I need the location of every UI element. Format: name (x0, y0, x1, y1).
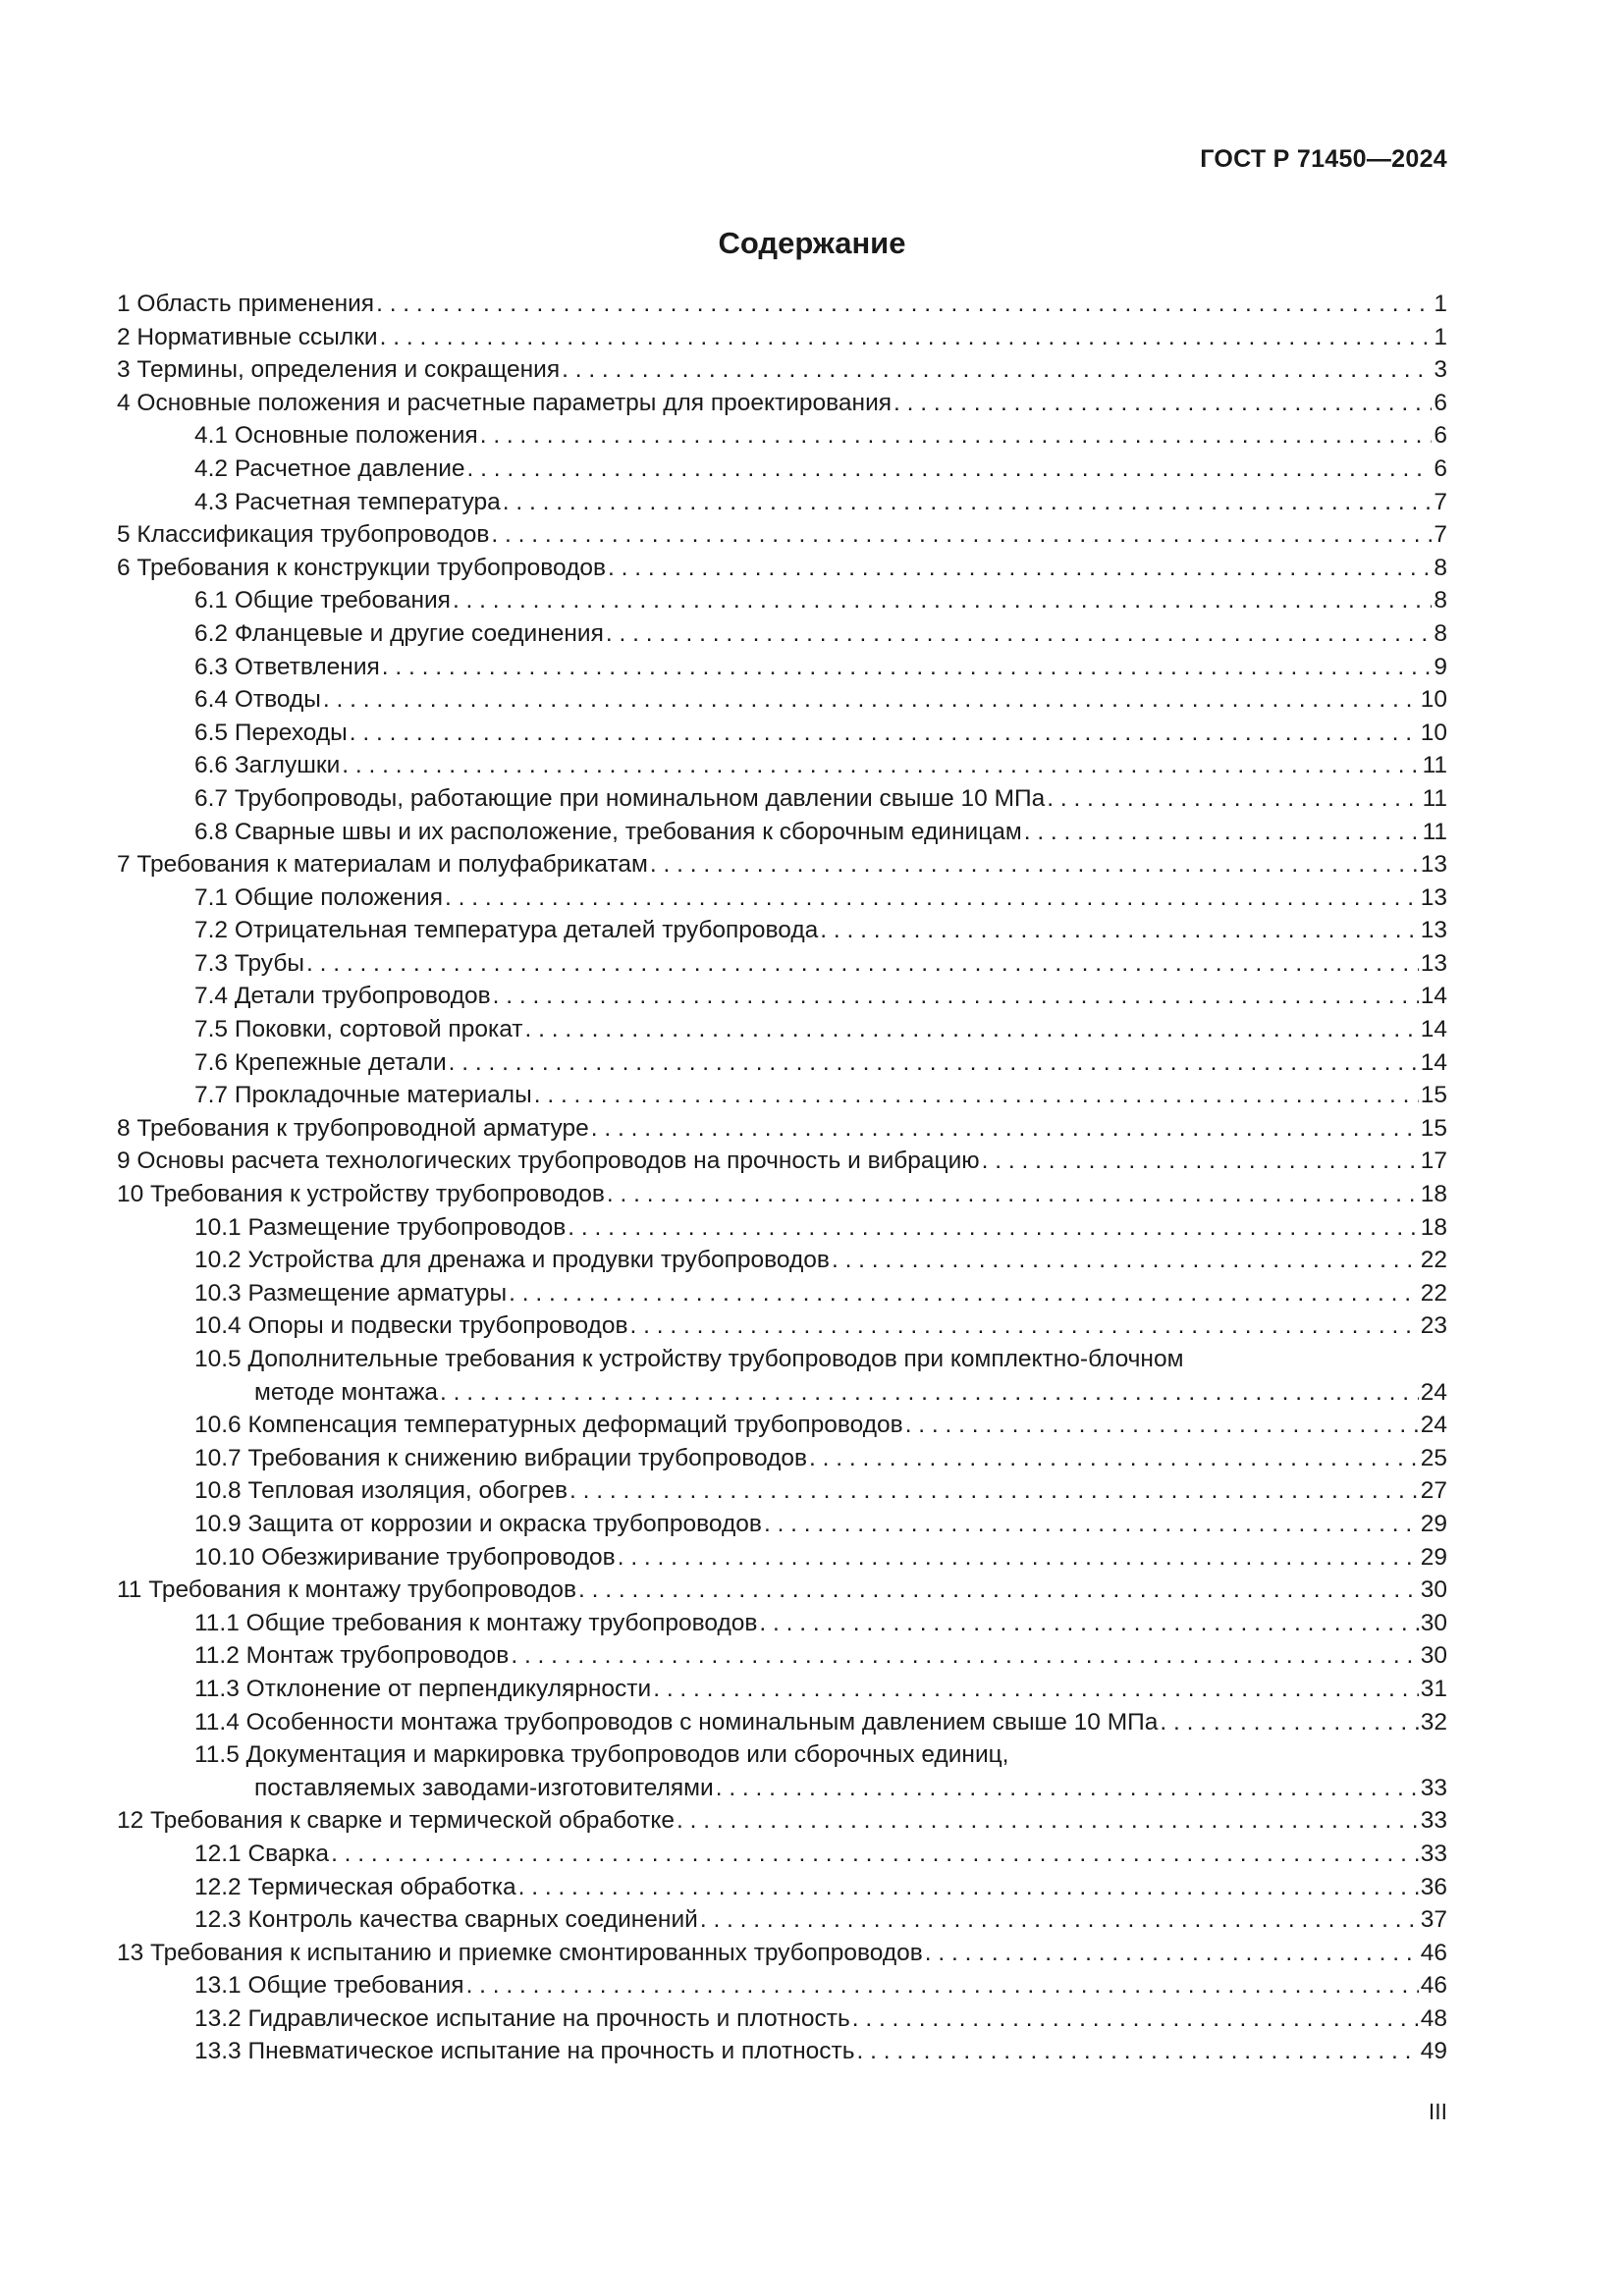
toc-entry[interactable] (117, 1145, 1447, 1178)
toc-entry-page: 13 (1420, 883, 1447, 911)
toc-entry[interactable] (117, 881, 1447, 915)
toc-entry[interactable] (117, 1409, 1447, 1442)
toc-entry[interactable] (117, 419, 1447, 453)
toc-entry-label: 13.2 Гидравлическое испытание на прочность и плотность (194, 2004, 850, 2032)
toc-entry[interactable] (117, 683, 1447, 717)
toc-entry[interactable] (117, 782, 1447, 816)
toc-entry[interactable] (117, 1838, 1447, 1871)
dot-leader (650, 848, 1419, 881)
toc-entry-label: 10 Требования к устройству трубопроводов (117, 1181, 605, 1208)
toc-entry[interactable] (117, 651, 1447, 684)
toc-entry-label: 4.3 Расчетная температура (194, 488, 501, 515)
toc-entry[interactable] (117, 717, 1447, 750)
dot-leader (653, 1673, 1419, 1706)
dot-leader (449, 1046, 1419, 1080)
toc-entry-label: 10.10 Обезжиривание трубопроводов (194, 1543, 616, 1571)
toc-entry[interactable] (117, 848, 1447, 881)
dot-leader (534, 1079, 1419, 1112)
toc-entry-label: 10.6 Компенсация температурных деформаций трубопроводов (194, 1412, 903, 1439)
toc-entry-page: 25 (1420, 1444, 1447, 1471)
toc-entry[interactable] (117, 816, 1447, 849)
toc-entry-label: 10.5 Дополнительные требования к устройству трубопроводов при комплектно-блочном (194, 1346, 1184, 1372)
toc-entry[interactable] (117, 980, 1447, 1013)
toc-entry-page: 13 (1420, 851, 1447, 879)
toc-entry-page: 24 (1420, 1412, 1447, 1439)
toc-entry-label: 6.2 Фланцевые и другие соединения (194, 619, 604, 647)
toc-entry-label: 10.1 Размещение трубопроводов (194, 1213, 567, 1241)
toc-entry[interactable] (117, 617, 1447, 651)
toc-entry[interactable] (117, 914, 1447, 947)
toc-entry[interactable] (117, 387, 1447, 420)
toc-entry-label: 11.3 Отклонение от перпендикулярности (194, 1675, 652, 1702)
dot-leader (893, 387, 1432, 420)
toc-entry-page: 30 (1420, 1576, 1447, 1604)
toc-entry-label: 7.5 Поковки, сортовой прокат (194, 1016, 523, 1043)
toc-entry-page: 11 (1422, 752, 1447, 779)
toc-entry-page: 30 (1420, 1642, 1447, 1670)
dot-leader (578, 1574, 1419, 1607)
toc-entry-page: 32 (1420, 1708, 1447, 1735)
toc-entry-label: поставляемых заводами-изготовителями (254, 1774, 714, 1801)
toc-entry[interactable] (117, 1738, 1447, 1772)
toc-entry[interactable] (117, 1508, 1447, 1541)
dot-leader (382, 651, 1433, 684)
toc-entry-page: 8 (1434, 587, 1447, 614)
toc-entry-label: 10.9 Защита от коррозии и окраска трубопроводов (194, 1510, 762, 1537)
toc-entry-page: 23 (1420, 1312, 1447, 1340)
dot-leader (591, 1112, 1419, 1146)
toc-entry-page: 1 (1434, 323, 1447, 350)
toc-entry-label: 11.5 Документация и маркировка трубопроводов или сборочных единиц, (194, 1741, 1009, 1769)
toc-entry-page: 6 (1434, 422, 1447, 450)
toc-entry-label: 4.1 Основные положения (194, 422, 478, 450)
toc-entry[interactable] (117, 288, 1447, 321)
dot-leader (982, 1145, 1419, 1178)
toc-entry[interactable] (117, 486, 1447, 519)
toc-entry-page: 31 (1420, 1675, 1447, 1702)
toc-entry-page: 29 (1420, 1543, 1447, 1571)
toc-entry[interactable] (117, 1079, 1447, 1112)
toc-entry-label: 7.2 Отрицательная температура деталей трубопровода (194, 917, 819, 944)
dot-leader (857, 2035, 1419, 2068)
dot-leader (1024, 816, 1421, 849)
toc-entry[interactable] (117, 1343, 1447, 1376)
toc-entry[interactable] (117, 1244, 1447, 1277)
dot-leader (350, 717, 1419, 750)
toc-entry[interactable] (117, 1937, 1447, 1970)
dot-leader (925, 1937, 1419, 1970)
toc-entry-page: 10 (1420, 686, 1447, 714)
toc-entry[interactable] (117, 2035, 1447, 2068)
toc-entry[interactable] (117, 453, 1447, 486)
toc-entry[interactable] (117, 749, 1447, 782)
toc-entry-label: 6 Требования к конструкции трубопроводов (117, 554, 607, 581)
toc-entry-label: 7 Требования к материалам и полуфабрикатам (117, 851, 648, 879)
toc-entry-label: 11 Требования к монтажу трубопроводов (117, 1576, 576, 1604)
toc-entry-page: 22 (1420, 1247, 1447, 1274)
toc-entry-label: 6.3 Ответвления (194, 653, 380, 680)
toc-entry-page: 14 (1420, 1016, 1447, 1043)
page-number: III (1428, 2099, 1447, 2124)
document-code: ГОСТ Р 71450—2024 (1200, 145, 1447, 173)
toc-entry-label: 12.2 Термическая обработка (194, 1873, 516, 1900)
toc-entry-label: 3 Термины, определения и сокращения (117, 356, 561, 384)
toc-entry[interactable] (117, 518, 1447, 552)
dot-leader (503, 486, 1433, 519)
toc-entry[interactable] (117, 1211, 1447, 1245)
dot-leader (608, 552, 1432, 585)
toc-entry-label: 11.1 Общие требования к монтажу трубопроводов (194, 1609, 758, 1636)
toc-entry-label: 10.4 Опоры и подвески трубопроводов (194, 1312, 628, 1340)
toc-entry-label: 7.7 Прокладочные материалы (194, 1082, 532, 1109)
toc-entry[interactable] (117, 1903, 1447, 1937)
toc-entry-page: 18 (1420, 1213, 1447, 1241)
toc-entry[interactable] (117, 947, 1447, 981)
dot-leader (716, 1772, 1419, 1805)
toc-entry-continuation[interactable] (117, 1772, 1447, 1805)
toc-entry-page: 6 (1434, 389, 1447, 416)
toc-entry-page: 11 (1422, 784, 1447, 812)
toc-entry-page: 15 (1420, 1082, 1447, 1109)
toc-entry-page: 14 (1420, 983, 1447, 1010)
dot-leader (630, 1309, 1419, 1343)
dot-leader (905, 1409, 1419, 1442)
dot-leader (491, 518, 1432, 552)
dot-leader (1160, 1706, 1418, 1739)
toc-entry-page: 27 (1420, 1477, 1447, 1505)
dot-leader (852, 2002, 1419, 2036)
toc-entry-page: 33 (1420, 1807, 1447, 1835)
dot-leader (677, 1804, 1419, 1838)
toc-entry-label: 13.3 Пневматическое испытание на прочность и плотность (194, 2038, 855, 2065)
toc-entry[interactable] (117, 1574, 1447, 1607)
dot-leader (618, 1541, 1419, 1575)
dot-leader (1047, 782, 1420, 816)
toc-entry-page: 13 (1420, 917, 1447, 944)
dot-leader (607, 1178, 1419, 1211)
toc-entry-label: 7.1 Общие положения (194, 883, 444, 911)
toc-entry-page: 46 (1420, 1939, 1447, 1966)
dot-leader (700, 1903, 1419, 1937)
dot-leader (467, 453, 1433, 486)
toc-entry-page: 22 (1420, 1279, 1447, 1307)
toc-entry-label: 7.3 Трубы (194, 949, 304, 977)
toc-entry[interactable] (117, 1309, 1447, 1343)
toc-entry-label: 12 Требования к сварке и термической обработке (117, 1807, 675, 1835)
dot-leader (809, 1442, 1419, 1475)
toc-entry[interactable] (117, 552, 1447, 585)
dot-leader (832, 1244, 1419, 1277)
toc-entry-page: 18 (1420, 1181, 1447, 1208)
toc-entry-label: 4.2 Расчетное давление (194, 454, 465, 482)
page-title: Содержание (718, 226, 906, 260)
toc-entry-page: 36 (1420, 1873, 1447, 1900)
toc-entry-label: 10.7 Требования к снижению вибрации трубопроводов (194, 1444, 808, 1471)
toc-entry[interactable] (117, 1673, 1447, 1706)
toc-entry-label: 2 Нормативные ссылки (117, 323, 378, 350)
toc-entry[interactable] (117, 1046, 1447, 1080)
dot-leader (568, 1211, 1418, 1245)
dot-leader (764, 1508, 1419, 1541)
toc-entry-label: 1 Область применения (117, 291, 375, 317)
toc-entry-label: 6.1 Общие требования (194, 587, 451, 614)
toc-entry-page: 7 (1434, 521, 1447, 549)
toc-entry[interactable] (117, 1607, 1447, 1640)
dot-leader (525, 1013, 1419, 1046)
dot-leader (445, 881, 1419, 915)
toc-entry[interactable] (117, 1541, 1447, 1575)
toc-entry-page: 46 (1420, 1972, 1447, 2000)
toc-entry-label: 10.2 Устройства для дренажа и продувки трубопроводов (194, 1247, 830, 1274)
toc-entry-label: 6.4 Отводы (194, 686, 321, 714)
toc-entry-page: 37 (1420, 1906, 1447, 1934)
toc-entry-page: 1 (1434, 291, 1447, 317)
toc-entry-page: 15 (1420, 1114, 1447, 1142)
toc-entry-page: 11 (1422, 818, 1447, 845)
dot-leader (509, 1277, 1419, 1310)
toc-entry-page: 17 (1420, 1148, 1447, 1175)
toc-entry[interactable] (117, 1706, 1447, 1739)
toc-entry[interactable] (117, 1112, 1447, 1146)
dot-leader (306, 947, 1419, 981)
toc-entry-label: методе монтажа (254, 1378, 439, 1406)
toc-entry-page: 3 (1434, 356, 1447, 384)
toc-entry[interactable] (117, 1969, 1447, 2002)
toc-entry[interactable] (117, 1474, 1447, 1508)
toc-entry-page: 8 (1434, 619, 1447, 647)
dot-leader (480, 419, 1433, 453)
toc-entry-label: 13 Требования к испытанию и приемке смонтированных трубопроводов (117, 1939, 923, 1966)
toc-entry[interactable] (117, 1442, 1447, 1475)
dot-leader (466, 1969, 1419, 2002)
dot-leader (511, 1639, 1418, 1673)
toc-entry[interactable] (117, 353, 1447, 387)
toc-entry-page: 14 (1420, 1048, 1447, 1076)
toc-entry-label: 6.7 Трубопроводы, работающие при номинальном давлении свыше 10 МПа (194, 784, 1046, 812)
toc-entry-label: 12.3 Контроль качества сварных соединений (194, 1906, 698, 1934)
dot-leader (759, 1607, 1418, 1640)
toc-entry-label: 11.4 Особенности монтажа трубопроводов с номинальным давлением свыше 10 МПа (194, 1708, 1159, 1735)
toc-entry-label: 6.8 Сварные швы и их расположение, требования к сборочным единицам (194, 818, 1022, 845)
toc-entry-label: 6.5 Переходы (194, 719, 348, 746)
toc-entry[interactable] (117, 1178, 1447, 1211)
dot-leader (562, 353, 1432, 387)
dot-leader (380, 321, 1433, 354)
toc-entry-label: 10.8 Тепловая изоляция, обогрев (194, 1477, 568, 1505)
table-of-contents (117, 288, 1447, 2068)
toc-entry-page: 29 (1420, 1510, 1447, 1537)
toc-entry-label: 4 Основные положения и расчетные параметры для проектирования (117, 389, 893, 416)
toc-entry[interactable] (117, 2002, 1447, 2036)
toc-entry-page: 48 (1420, 2004, 1447, 2032)
toc-entry-page: 10 (1420, 719, 1447, 746)
toc-entry-page: 33 (1420, 1774, 1447, 1801)
dot-leader (569, 1474, 1419, 1508)
toc-entry-page: 33 (1420, 1840, 1447, 1867)
toc-entry[interactable] (117, 584, 1447, 617)
toc-entry-label: 13.1 Общие требования (194, 1972, 464, 2000)
toc-entry-continuation[interactable] (117, 1376, 1447, 1410)
toc-entry[interactable] (117, 1277, 1447, 1310)
dot-leader (453, 584, 1432, 617)
toc-entry-page: 30 (1420, 1609, 1447, 1636)
dot-leader (493, 980, 1419, 1013)
toc-entry-label: 8 Требования к трубопроводной арматуре (117, 1114, 589, 1142)
dot-leader (606, 617, 1432, 651)
dot-leader (518, 1871, 1419, 1904)
toc-entry-label: 5 Классификация трубопроводов (117, 521, 490, 549)
toc-entry-page: 7 (1434, 488, 1447, 515)
toc-entry[interactable] (117, 1871, 1447, 1904)
toc-entry-label: 9 Основы расчета технологических трубопроводов на прочность и вибрацию (117, 1148, 980, 1175)
toc-entry-page: 9 (1434, 653, 1447, 680)
toc-entry-page: 8 (1434, 554, 1447, 581)
toc-entry-label: 6.6 Заглушки (194, 752, 341, 779)
toc-entry-page: 49 (1420, 2038, 1447, 2065)
dot-leader (342, 749, 1420, 782)
dot-leader (331, 1838, 1419, 1871)
toc-entry[interactable] (117, 1639, 1447, 1673)
toc-entry-label: 12.1 Сварка (194, 1840, 330, 1867)
toc-entry-label: 7.4 Детали трубопроводов (194, 983, 491, 1010)
toc-entry-label: 7.6 Крепежные детали (194, 1048, 447, 1076)
toc-entry[interactable] (117, 321, 1447, 354)
toc-entry[interactable] (117, 1804, 1447, 1838)
dot-leader (323, 683, 1419, 717)
toc-entry[interactable] (117, 1013, 1447, 1046)
dot-leader (440, 1376, 1419, 1410)
toc-entry-label: 11.2 Монтаж трубопроводов (194, 1642, 510, 1670)
toc-entry-label: 10.3 Размещение арматуры (194, 1279, 508, 1307)
toc-entry-page: 24 (1420, 1378, 1447, 1406)
dot-leader (376, 288, 1432, 321)
toc-entry-page: 6 (1434, 454, 1447, 482)
toc-entry-page: 13 (1420, 949, 1447, 977)
dot-leader (820, 914, 1418, 947)
